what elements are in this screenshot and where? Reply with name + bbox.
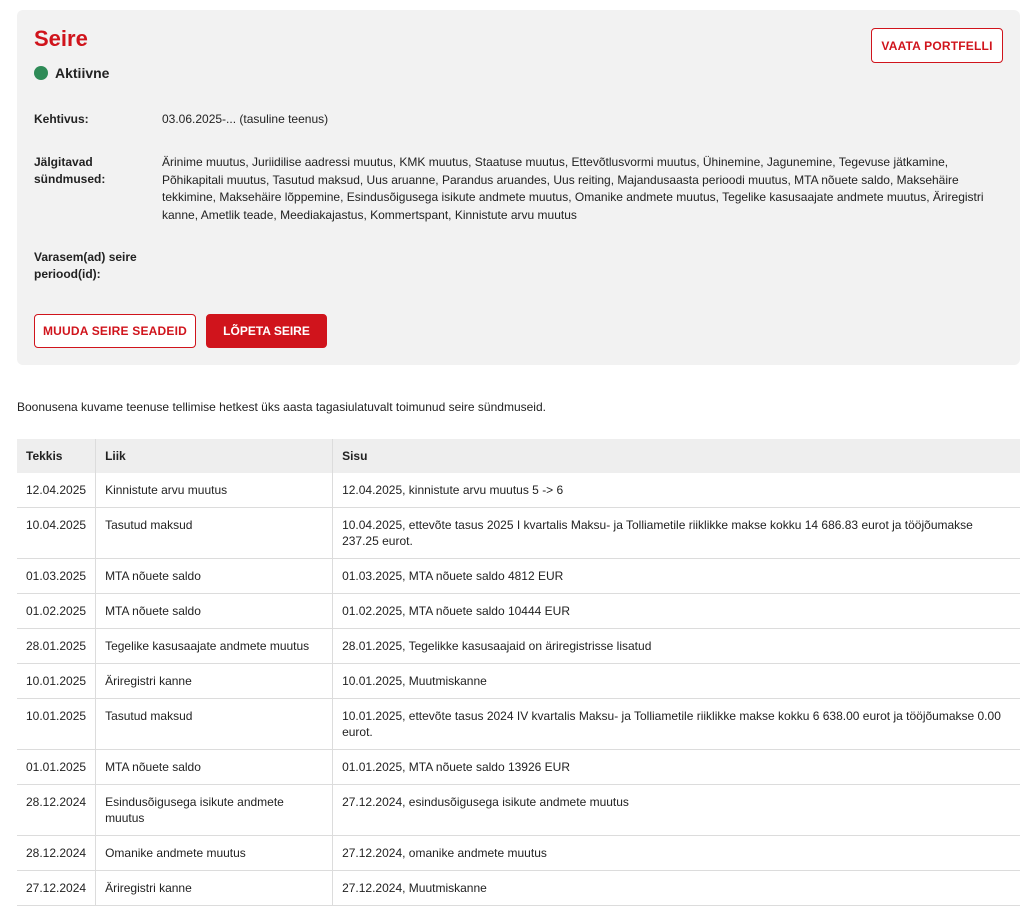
tracked-events-value: Ärinime muutus, Juriidilise aadressi muutus, KMK muutus, Staatuse muutus, Ettevõtlusvormi muutus, Ühinemine, Jagunemine, Tegevuse jätkamine, Põhikapitali muutus, Tasutud maksud, Uus aruanne, Parandus aruandes, Uus reiting, Majandusaasta perioodi muutus, MTA nõuete saldo, Maksehäire tekkimine, Maksehäire lõppemine, Esindusõigusega isikute andmete muutus, Omanike andmete muutus, Tegelike kasusaajate andmete muutus, Äriregistri kanne, Ametlik teade, Meediakajastus, Kommertspant, Kinnistute arvu muutus (162, 155, 984, 222)
cell-date: 27.12.2024 (17, 871, 96, 906)
cell-type: Äriregistri kanne (96, 871, 333, 906)
cell-date: 28.12.2024 (17, 836, 96, 871)
table-row (17, 594, 1020, 629)
table-row (17, 664, 1020, 699)
cell-content: 27.12.2024, omanike andmete muutus (333, 836, 1020, 871)
column-header-type: Liik (96, 439, 333, 473)
bonus-intro-text: Boonusena kuvame teenuse tellimise hetkest üks aasta tagasiulatuvalt toimunud seire sündmuseid. (17, 400, 546, 414)
cell-type: Tasutud maksud (96, 699, 333, 750)
cell-type: Kinnistute arvu muutus (96, 473, 333, 508)
cell-type: Tegelike kasusaajate andmete muutus (96, 629, 333, 664)
column-header-date: Tekkis (17, 439, 96, 473)
table-row (17, 508, 1020, 559)
cell-type: Omanike andmete muutus (96, 836, 333, 871)
cell-content: 27.12.2024, Muutmiskanne (333, 871, 1020, 906)
cell-content: 01.03.2025, MTA nõuete saldo 4812 EUR (333, 559, 1020, 594)
status-dot-icon (34, 66, 48, 80)
events-table (17, 439, 1020, 906)
table-row (17, 871, 1020, 906)
cell-content: 01.02.2025, MTA nõuete saldo 10444 EUR (333, 594, 1020, 629)
validity-label: Kehtivus: (34, 112, 89, 126)
edit-monitoring-settings-button[interactable]: MUUDA SEIRE SEADEID (34, 314, 196, 348)
cell-date: 01.03.2025 (17, 559, 96, 594)
cell-date: 01.02.2025 (17, 594, 96, 629)
cell-content: 12.04.2025, kinnistute arvu muutus 5 -> 6 (333, 473, 1020, 508)
cell-type: MTA nõuete saldo (96, 594, 333, 629)
column-header-content: Sisu (333, 439, 1020, 473)
cell-content: 27.12.2024, esindusõigusega isikute andmete muutus (333, 785, 1020, 836)
cell-date: 28.01.2025 (17, 629, 96, 664)
table-row (17, 559, 1020, 594)
table-row (17, 699, 1020, 750)
status-text: Aktiivne (55, 65, 110, 81)
table-row (17, 785, 1020, 836)
cell-content: 01.01.2025, MTA nõuete saldo 13926 EUR (333, 750, 1020, 785)
cell-content: 10.01.2025, Muutmiskanne (333, 664, 1020, 699)
table-header-row (17, 439, 1020, 473)
cell-type: Tasutud maksud (96, 508, 333, 559)
cell-type: MTA nõuete saldo (96, 750, 333, 785)
cell-date: 01.01.2025 (17, 750, 96, 785)
monitoring-title: Seire (34, 26, 88, 51)
cell-date: 10.01.2025 (17, 699, 96, 750)
cell-type: MTA nõuete saldo (96, 559, 333, 594)
previous-periods-label: Varasem(ad) seire periood(id): (34, 250, 137, 281)
cell-date: 28.12.2024 (17, 785, 96, 836)
cell-type: Äriregistri kanne (96, 664, 333, 699)
tracked-events-label: Jälgitavad sündmused: (34, 155, 106, 186)
cell-date: 10.04.2025 (17, 508, 96, 559)
status-indicator (34, 65, 109, 81)
table-row (17, 836, 1020, 871)
table-row (17, 750, 1020, 785)
validity-value: 03.06.2025-... (tasuline teenus) (162, 112, 329, 126)
view-portfolio-button[interactable]: VAATA PORTFELLI (871, 28, 1003, 63)
table-row (17, 473, 1020, 508)
cell-content: 28.01.2025, Tegelikke kasusaajaid on äriregistrisse lisatud (333, 629, 1020, 664)
stop-monitoring-button[interactable]: LÕPETA SEIRE (206, 314, 327, 348)
cell-type: Esindusõigusega isikute andmete muutus (96, 785, 333, 836)
table-row (17, 629, 1020, 664)
cell-content: 10.01.2025, ettevõte tasus 2024 IV kvartalis Maksu- ja Tolliametile riiklikke makse kokku 6 638.00 eurot ja tööjõumakse 0.00 eurot. (333, 699, 1020, 750)
cell-content: 10.04.2025, ettevõte tasus 2025 I kvartalis Maksu- ja Tolliametile riiklikke makse kokku 14 686.83 eurot ja tööjõumakse 237.25 eurot. (333, 508, 1020, 559)
monitoring-panel (17, 10, 1020, 365)
cell-date: 12.04.2025 (17, 473, 96, 508)
cell-date: 10.01.2025 (17, 664, 96, 699)
